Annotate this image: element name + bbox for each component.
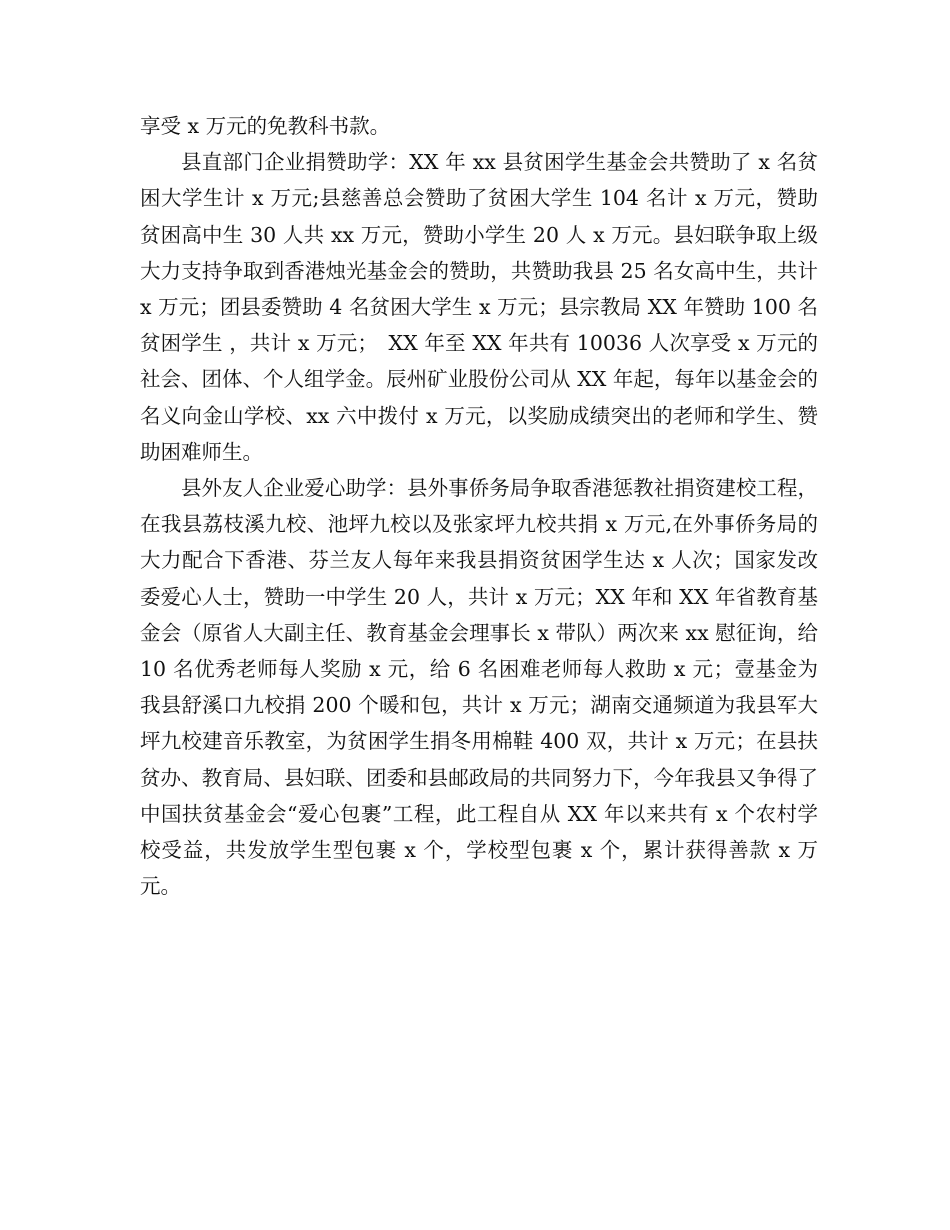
paragraph-county-departments-funding: 县直部门企业捐赞助学：XX 年 xx 县贫困学生基金会共赞助了 x 名贫困大学生计 x 万元;县慈善总会赞助了贫困大学生 104 名计 x 万元，赞助贫困高中生 30 人共 xx 万元，赞助小学生 20 人 x 万元。县妇联争取上级大力支持争取到香港烛光基金会的赞助，共赞助我县 25 名女高中生，共计 x 万元；团县委赞助 4 名贫困大学生 x 万元；县宗教局 XX 年赞助 100 名贫困学生 ，共计 x 万元； XX 年至 XX 年共有 10036 人次享受 x 万元的社会、团体、个人组学金。辰州矿业股份公司从 XX 年起，每年以基金会的名义向金山学校、xx 六中拨付 x 万元，以奖励成绩突出的老师和学生、赞助困难师生。 <box>140 150 818 464</box>
paragraph-outside-friends-funding: 县外友人企业爱心助学：县外事侨务局争取香港惩教社捐资建校工程，在我县荔枝溪九校、池坪九校以及张家坪九校共捐 x 万元,在外事侨务局的大力配合下香港、芬兰友人每年来我县捐资贫困学生达 x 人次；国家发改委爱心人士，赞助一中学生 20 人，共计 x 万元；XX 年和 XX 年省教育基金会（原省人大副主任、教育基金会理事长 x 带队）两次来 xx 慰征询，给 10 名优秀老师每人奖励 x 元，给 6 名困难老师每人救助 x 元；壹基金为我县舒溪口九校捐 200 个暖和包，共计 x 万元；湖南交通频道为我县军大坪九校建音乐教室，为贫困学生捐冬用棉鞋 400 双，共计 x 万元；在县扶贫办、教育局、县妇联、团委和县邮政局的共同努力下，今年我县又争得了中国扶贫基金会“爱心包裹”工程，此工程自从 XX 年以来共有 x 个农村学校受益，共发放学生型包裹 x 个，学校型包裹 x 个，累计获得善款 x 万元。 <box>140 476 818 899</box>
paragraph-continuation: 享受 x 万元的免教科书款。 <box>140 114 391 138</box>
document-body <box>140 108 818 904</box>
